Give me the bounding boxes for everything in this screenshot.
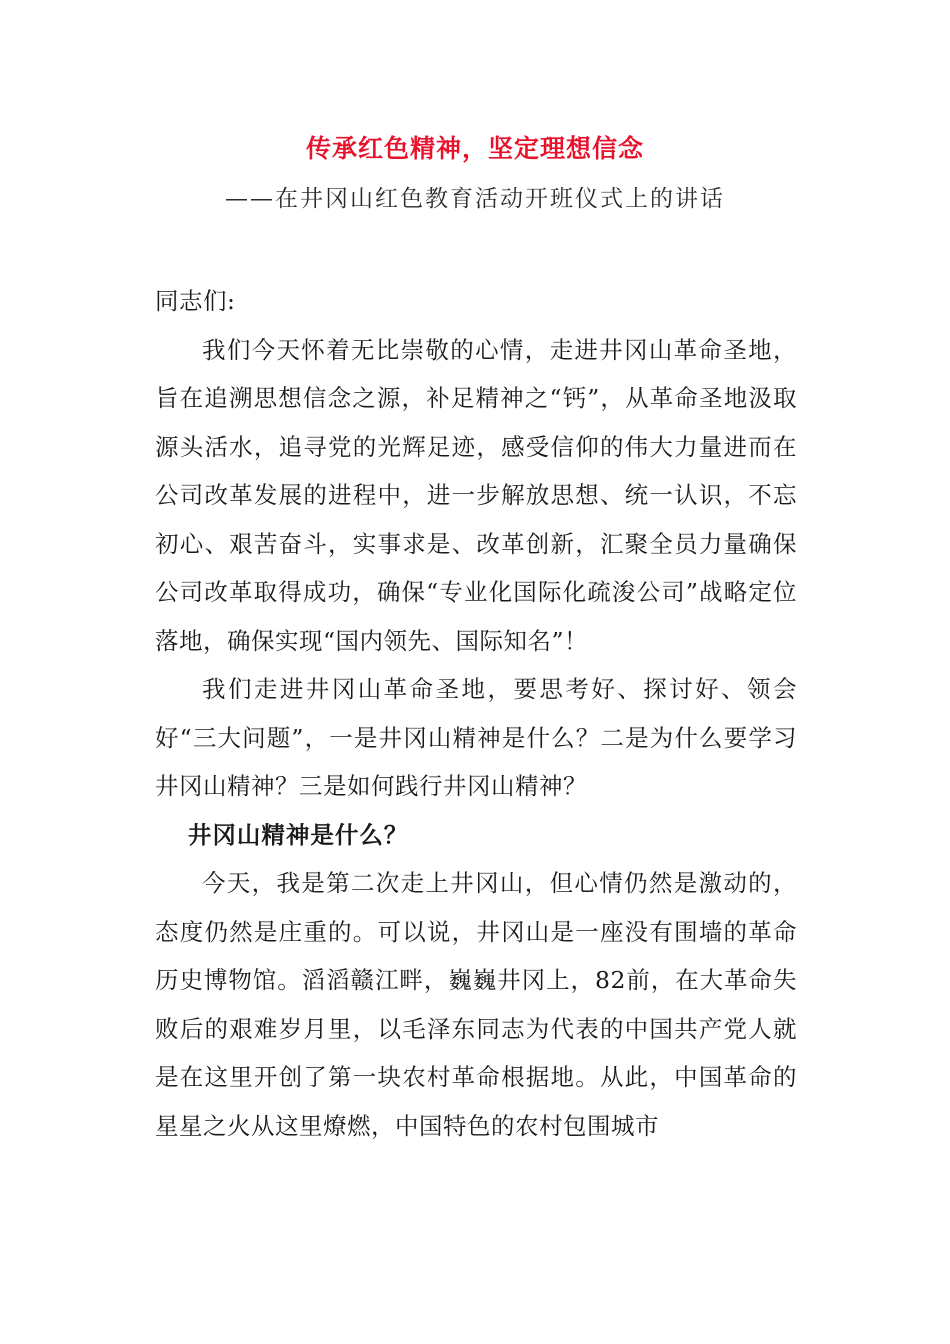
document-subtitle: ——在井冈山红色教育活动开班仪式上的讲话	[225, 186, 725, 212]
paragraph: 今天，我是第二次走上井冈山，但心情仍然是激动的，态度仍然是庄重的。可以说，井冈山是一座没有围墙的革命历史博物馆。滔滔赣江畔，巍巍井冈上，82前，在大革命失败后的艰难岁月里，以毛泽东同志为代表的中国共产党人就是在这里开创了第一块农村革命根据地。从此，中国革命的星星之火从这里燎燃，中国特色的农村包围城市	[155, 869, 797, 1140]
paragraph: 我们今天怀着无比崇敬的心情，走进井冈山革命圣地，旨在追溯思想信念之源，补足精神之“钙”，从革命圣地汲取源头活水，追寻党的光辉足迹，感受信仰的伟大力量进而在公司改革发展的进程中，进一步解放思想、统一认识，不忘初心、艰苦奋斗，实事求是、改革创新，汇聚全员力量确保公司改革取得成功，确保“专业化国际化疏浚公司”战略定位落地，确保实现“国内领先、国际知名”！	[155, 335, 797, 655]
document-title: 传承红色精神，坚定理想信念	[305, 134, 644, 163]
salutation: 同志们:	[155, 287, 236, 315]
section-heading: 井冈山精神是什么？	[187, 820, 409, 849]
document-body	[155, 277, 797, 1150]
paragraph: 我们走进井冈山革命圣地，要思考好、探讨好、领会好“三大问题”，一是井冈山精神是什么？二是为什么要学习井冈山精神？三是如何践行井冈山精神？	[155, 675, 797, 800]
